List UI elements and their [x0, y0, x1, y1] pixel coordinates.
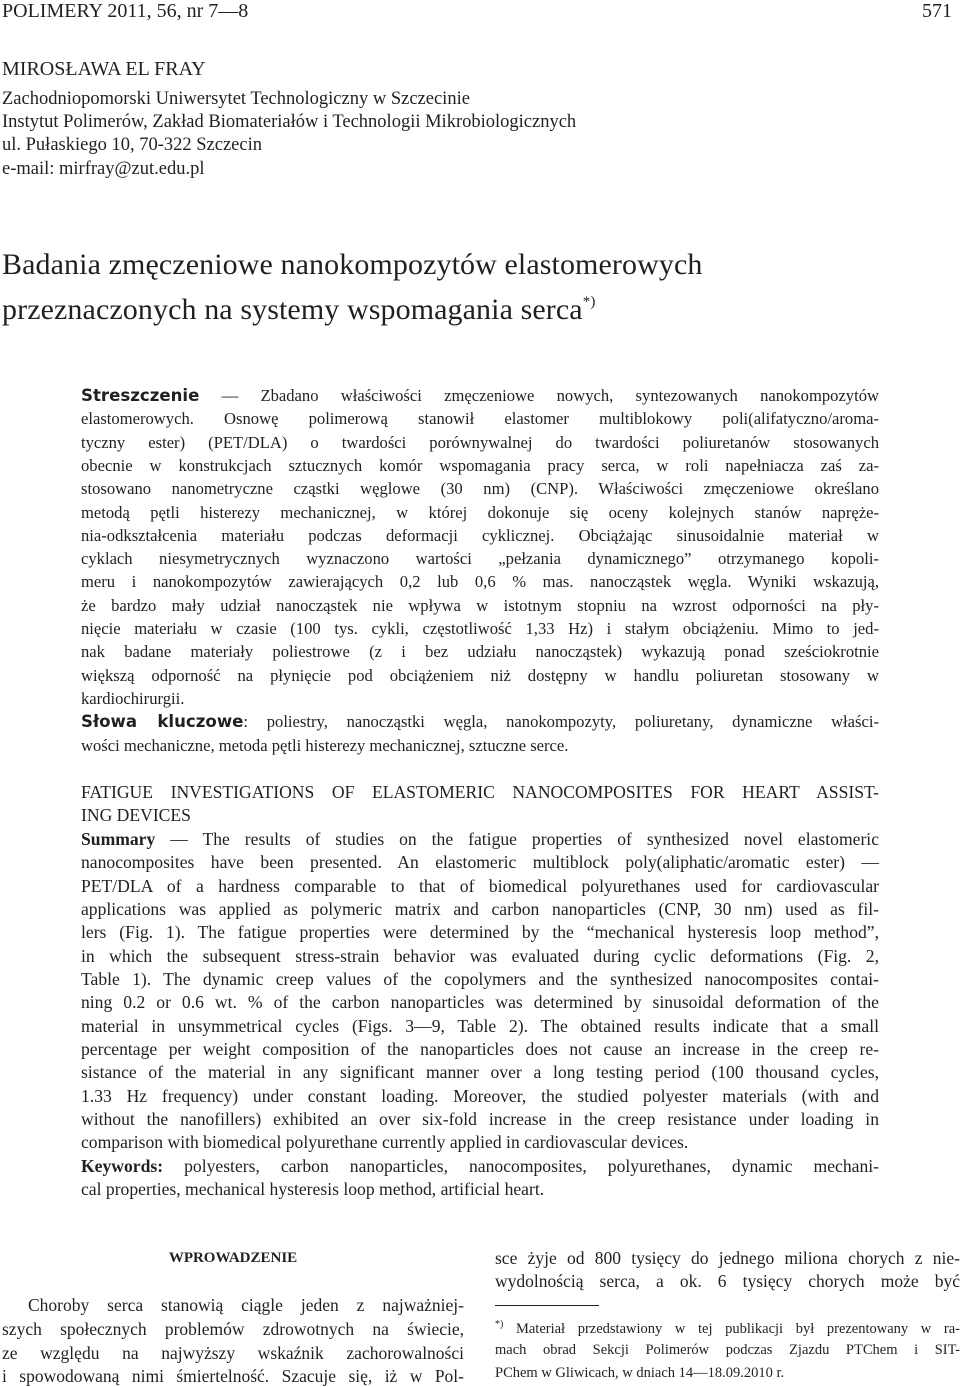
keywords-en-line: cal properties, mechanical hysteresis loop method, artificial heart. — [81, 1179, 545, 1199]
summary-line: comparison with biomedical polyurethane currently applied in cardiovascular devices. — [81, 1132, 689, 1152]
body-right-line: sce żyje od 800 tysięcy do jednego miliona chorych z nie- — [495, 1248, 960, 1268]
abstract-pl-line: nia-odkształcenia materiału podczas deformacji cyklicznej. Obciążając sinusoidalnie materiał w — [81, 526, 879, 545]
footnote-line: PChem w Gliwicach, w dniach 14—18.09.2010 r. — [495, 1365, 785, 1381]
summary-line: Table 1). The dynamic creep values of the copolymers and the synthesized nanocomposites contai- — [81, 969, 879, 989]
abstract-pl-line: większą odporność na płynięcie pod obciążeniem niż dostępny w handlu poliuretan stosowany w — [81, 666, 879, 685]
page-number: 571 — [922, 0, 952, 22]
summary-line: applications was applied as polymeric matrix and carbon nanoparticles (CNP, 30 nm) used as fil- — [81, 899, 879, 919]
affiliation-line: ul. Pułaskiego 10, 70-322 Szczecin — [2, 135, 262, 155]
abstract-pl-line: nięcie materiału w czasie (100 tys. cykli, częstotliwość 1,33 Hz) i stałym obciążeniu. Mimo to jed- — [81, 619, 879, 638]
abstract-pl-line: kardiochirurgii. — [81, 689, 185, 708]
abstract-pl-line: tyczny ester) (PET/DLA) o twardości porównywalnej do twardości poliuretanów stosowanych — [81, 433, 879, 452]
abstract-pl-line: elastomerowych. Osnowę polimerową stanowił elastomer multiblokowy poli(alifatyczno/aroma- — [81, 409, 879, 428]
keywords-en-line: Keywords: polyesters, carbon nanoparticles, nanocomposites, polyurethanes, dynamic mechani- — [81, 1156, 879, 1176]
keywords-en-label: Keywords: — [81, 1156, 164, 1176]
abstract-pl-line: że bardzo mały udział nanocząstek nie wpływa w istotnym stopniu na wzrost odporności na pły- — [81, 596, 879, 615]
summary-line: Summary — The results of studies on the fatigue properties of synthesized novel elastomeric — [81, 829, 880, 849]
abstract-pl-line: meru i nanokompozytów zawierających 0,2 lub 0,6 % mas. nanocząstek węgla. Wyniki wskazują, — [81, 572, 879, 591]
english-title-line: ING DEVICES — [81, 805, 191, 825]
article-title-line-1: Badania zmęczeniowe nanokompozytów elastomerowych — [2, 248, 703, 281]
footnote-rule — [495, 1305, 599, 1306]
abstract-pl-line: stosowano nanometryczne cząstki węglowe (30 nm) (CNP). Właściwości zmęczeniowe określano — [81, 479, 879, 498]
keywords-pl-line: Słowa kluczowe: poliestry, nanocząstki węgla, nanokompozyty, poliuretany, dynamiczne właści- — [81, 712, 879, 731]
keywords-pl-line: wości mechaniczne, metoda pętli histerezy mechanicznej, sztuczne serce. — [81, 736, 569, 755]
body-right-line: wydolnością serca, a ok. 6 tysięcy chorych może być — [495, 1271, 960, 1291]
affiliation-line: Zachodniopomorski Uniwersytet Technologiczny w Szczecinie — [2, 89, 470, 109]
footnote-line: mach obrad Sekcji Polimerów podczas Zjazdu PTChem i SIT- — [495, 1342, 960, 1358]
summary-line: PET/DLA of a hardness comparable to that of biomedical polyurethanes used for cardiovascular — [81, 876, 879, 896]
summary-line: sistance of the material in any significant manner over a long testing period (100 thousand cycles, — [81, 1062, 879, 1082]
summary-line: without the nanofillers) exhibited an over six-fold increase in the creep resistance under loading in — [81, 1109, 879, 1129]
running-header-journal: POLIMERY 2011, 56, nr 7—8 — [2, 0, 249, 22]
author-name: MIROSŁAWA EL FRAY — [2, 58, 206, 80]
summary-line: nanocomposites have been presented. An elastomeric multiblock poly(aliphatic/aromatic ester) — — [81, 852, 879, 872]
abstract-pl-label: Streszczenie — [81, 386, 200, 405]
body-left-line: i spowodowaną nimi śmiertelność. Szacuje się, iż w Pol- — [2, 1366, 464, 1386]
section-heading: WPROWADZENIE — [168, 1250, 298, 1266]
abstract-pl-line: obecnie w konstrukcjach sztucznych komór wspomagania pracy serca, w roli napełniacza zaś za- — [81, 456, 879, 475]
summary-label: Summary — [81, 829, 156, 849]
english-title-line: FATIGUE INVESTIGATIONS OF ELASTOMERIC NANOCOMPOSITES FOR HEART ASSIST- — [81, 782, 879, 802]
author-email: e-mail: mirfray@zut.edu.pl — [2, 159, 205, 179]
abstract-pl-line: cyklach niesymetrycznych wyznaczono wartości „pełzania dynamicznego” otrzymanego kopoli- — [81, 549, 879, 568]
article-title-line-2: przeznaczonych na systemy wspomagania serca*) — [2, 293, 596, 326]
summary-line: ning 0.2 or 0.6 wt. % of the carbon nanoparticles was determined by sinusoidal deformation of the — [81, 992, 879, 1012]
abstract-pl-line: Streszczenie — Zbadano właściwości zmęczeniowe nowych, syntezowanych nanokompozytów — [81, 386, 879, 405]
summary-line: lers (Fig. 1). The fatigue properties were determined by the “mechanical hysteresis loop method”, — [81, 922, 879, 942]
body-left-line: Choroby serca stanowią ciągle jeden z najważniej- — [28, 1295, 464, 1315]
keywords-pl-label: Słowa kluczowe — [81, 712, 244, 731]
summary-line: percentage per weight composition of the nanoparticles does not cause an increase in the creep re- — [81, 1039, 879, 1059]
summary-line: material in unsymmetrical cycles (Figs. 3—9, Table 2). The obtained results indicate that a small — [81, 1016, 879, 1036]
footnote-marker: *) — [495, 1319, 504, 1330]
footnote-line: *) Materiał przedstawiony w tej publikacji był prezentowany w ra- — [495, 1319, 960, 1337]
abstract-pl-line: metodą pętli histerezy mechanicznej, w której dokonuje się oceny kolejnych stanów napręże- — [81, 503, 879, 522]
summary-line: in which the subsequent stress-strain behavior was evaluated during cyclic deformations (Fig. 2, — [81, 946, 879, 966]
body-left-line: ze względu na najwyższy wskaźnik zachorowalności — [2, 1343, 464, 1363]
abstract-pl-line: nak badane materiały poliestrowe (z i bez udziału nanocząstek) wykazują ponad sześciokrotnie — [81, 642, 879, 661]
body-left-line: szych społecznych problemów zdrowotnych na świecie, — [2, 1319, 464, 1339]
affiliation-line: Instytut Polimerów, Zakład Biomateriałów i Technologii Mikrobiologicznych — [2, 112, 577, 132]
title-footnote-marker: *) — [582, 294, 596, 310]
summary-line: 1.33 Hz frequency) under constant loading. Moreover, the studied polyester materials (with and — [81, 1086, 879, 1106]
